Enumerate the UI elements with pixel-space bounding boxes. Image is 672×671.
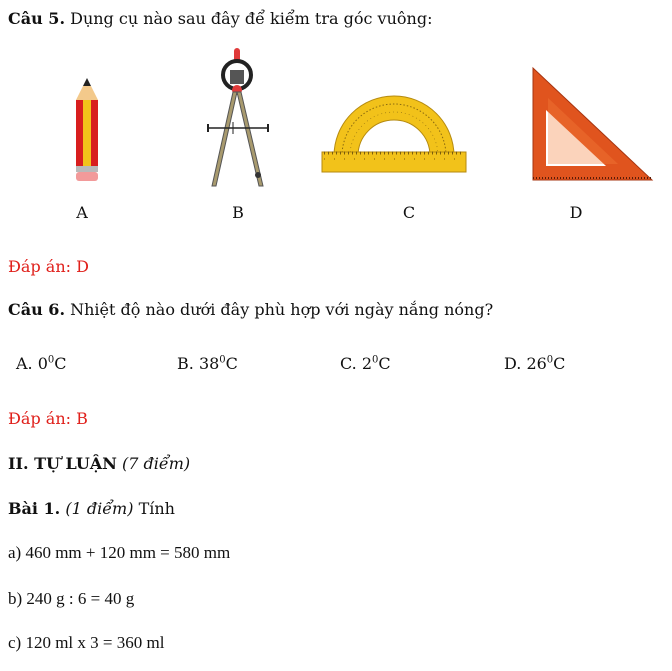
question-6 [8, 300, 493, 319]
exercise-1-heading [8, 499, 175, 518]
question-5-text: Dụng cụ nào sau đây để kiểm tra góc vuông: [70, 9, 433, 28]
option-b-label: B [232, 203, 244, 222]
option-d-label: D [569, 203, 583, 222]
section-heading [8, 454, 190, 473]
question-5-answer: Đáp án: D [8, 257, 89, 276]
question-5-number: Câu 5. [8, 9, 66, 28]
question-6-option-d: D. $26^0C$ [504, 354, 566, 373]
exercise-1-title: Bài 1. [8, 499, 61, 518]
set-square-icon [530, 66, 656, 184]
question-6-option-a: A. $0^0C$ [16, 354, 67, 373]
question-6-number: Câu 6. [8, 300, 66, 319]
question-5 [8, 9, 432, 28]
exercise-1-item-b: b) 240 g : 6 = 40 g [8, 589, 135, 608]
exercise-1-task: Tính [138, 499, 175, 518]
exercise-1-item-a: a) 460 mm + 120 mm = 580 mm [8, 543, 231, 562]
pencil-icon [72, 78, 102, 184]
question-6-option-c: C. $2^0C$ [340, 354, 391, 373]
question-6-text: Nhiệt độ nào dưới đây phù hợp với ngày nắng nóng? [70, 300, 494, 319]
exercise-1-points: (1 điểm) [65, 499, 134, 518]
protractor-icon [320, 94, 468, 176]
section-points: (7 điểm) [122, 454, 191, 473]
compass-icon [206, 48, 270, 190]
exercise-1-item-c: c) 120 ml x 3 = 360 ml [8, 633, 165, 652]
section-title: II. TỰ LUẬN [8, 454, 117, 473]
question-6-option-b: B. $38^0C$ [177, 354, 238, 373]
option-c-label: C [402, 203, 416, 222]
option-a-label: A [76, 203, 88, 222]
question-6-answer: Đáp án: B [8, 409, 88, 428]
